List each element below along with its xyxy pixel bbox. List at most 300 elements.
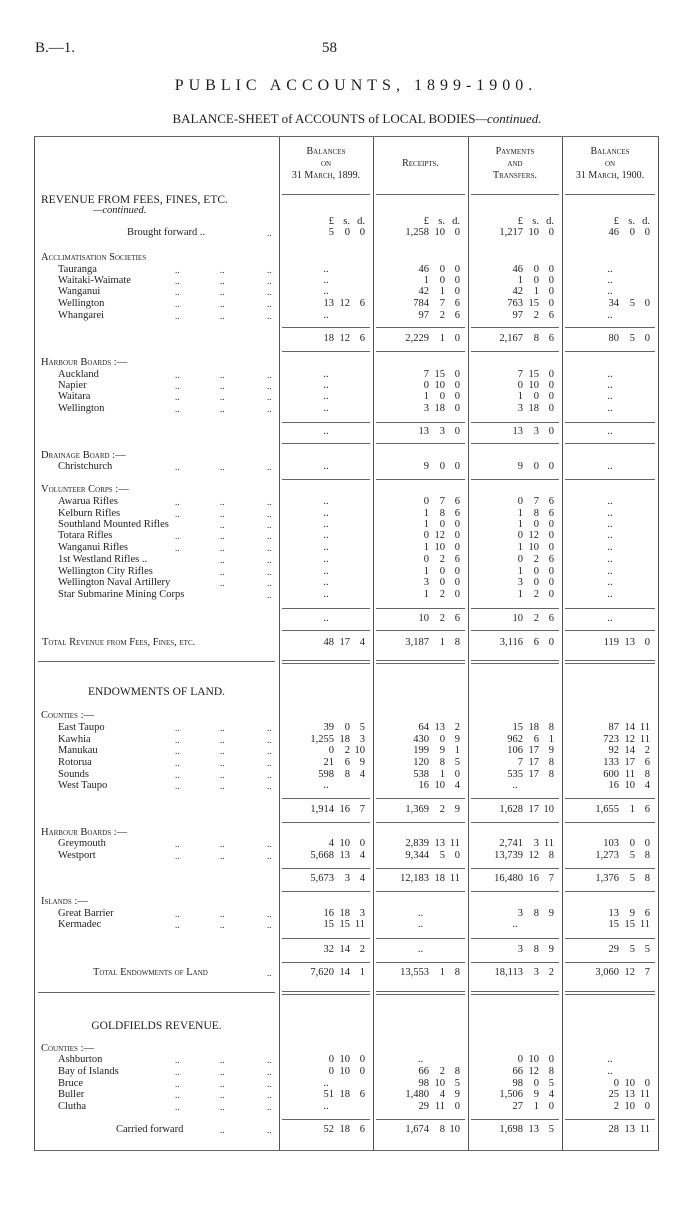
shillings-value: 2 [533,589,539,600]
shillings-value: 2 [439,804,445,815]
amount-cell [558,944,650,956]
pounds-value: 1 [423,519,429,530]
leader-dots: .. [175,839,180,849]
leader-dots: .. [220,1079,225,1089]
shillings-value: 10 [528,542,539,553]
shillings-value: 10 [434,780,445,791]
amount-cell: .. [417,908,424,919]
shillings-value: 15 [434,369,445,380]
pence-value: 0 [548,391,554,402]
leader-dots: .. [267,287,272,297]
leader-dots: .. [267,590,272,600]
column-header: on [604,158,616,169]
table-horizontal-rule [38,661,275,662]
shillings-value: 0 [439,566,445,577]
pounds-value: 1,369 [405,804,429,815]
table-horizontal-rule [34,1150,659,1151]
table-horizontal-rule [282,608,370,609]
shillings-value: 7 [533,496,539,507]
leader-dots: .. [220,1090,225,1100]
shillings-value: 14 [624,745,635,756]
amount-cell [558,637,650,649]
shillings-value: 15 [528,369,539,380]
amount-cell [558,838,650,850]
unit-shillings: s. [438,216,445,227]
shillings-value: 14 [339,944,350,955]
pounds-value: 1 [517,508,523,519]
pounds-value: 1,698 [499,1124,523,1135]
table-horizontal-rule [376,443,465,444]
shillings-value: 10 [339,838,350,849]
pence-value: 4 [359,769,365,780]
row-section2 [0,1020,700,1032]
amount-cell [273,1054,365,1066]
amount-cell [462,530,554,542]
row-label: Wanganui [58,286,101,297]
leader-dots: .. [175,265,180,275]
leader-dots: .. [267,1055,272,1065]
table-horizontal-rule [376,660,465,661]
leader-dots: .. [220,404,225,414]
shillings-value: 4 [439,1089,445,1100]
pounds-value: 13 [323,298,334,309]
shillings-value: 0 [629,838,635,849]
amount-cell [462,554,554,566]
section-heading: REVENUE FROM FEES, FINES, ETC. [41,194,228,206]
table-horizontal-rule [282,479,370,480]
pounds-value: 12,183 [400,873,429,884]
leader-dots: .. [220,531,225,541]
shillings-value: 3 [533,967,539,978]
shillings-value: 17 [528,757,539,768]
leader-dots: .. [267,311,272,321]
shillings-value: 13 [434,838,445,849]
amount-cell [368,286,460,298]
shillings-value: 1 [533,1101,539,1112]
row-sub [0,333,700,345]
pence-value: 5 [644,944,650,955]
pounds-value: 97 [418,310,429,321]
table-horizontal-rule [376,1119,465,1120]
row-label: Wellington [58,403,105,414]
pence-value: 6 [548,508,554,519]
shillings-value: 10 [528,380,539,391]
pence-value: 0 [644,298,650,309]
shillings-value: 0 [439,275,445,286]
leader-dots: .. [175,370,180,380]
table-horizontal-rule [471,351,559,352]
amount-cell [558,745,650,757]
leader-dots: .. [175,462,180,472]
amount-cell: .. [323,589,329,600]
pounds-value: 42 [418,286,429,297]
shillings-value: 10 [624,1078,635,1089]
leader-dots: .. [220,497,225,507]
table-horizontal-rule [565,327,655,328]
shillings-value: 0 [533,391,539,402]
table-horizontal-rule [565,630,655,631]
amount-cell [368,838,460,850]
pounds-value: 42 [512,286,523,297]
leader-dots: .. [267,567,272,577]
pounds-value: 3 [423,577,429,588]
pounds-value: 98 [512,1078,523,1089]
pounds-value: 1 [423,391,429,402]
pence-value: 9 [359,757,365,768]
pounds-value: 92 [608,745,619,756]
pence-value: 8 [644,850,650,861]
amount-cell [462,1089,554,1101]
shillings-value: 12 [528,850,539,861]
pence-value: 6 [454,613,460,624]
pence-value: 4 [454,780,460,791]
shillings-value: 15 [624,919,635,930]
amount-cell [462,850,554,862]
pounds-value: 119 [603,637,619,648]
leader-dots: .. [220,311,225,321]
pence-value: 11 [639,734,650,745]
pounds-value: 9 [423,461,429,472]
pounds-value: 34 [608,298,619,309]
pounds-value: 13 [418,426,429,437]
leader-dots: .. [175,392,180,402]
shillings-value: 0 [533,275,539,286]
shillings-value: 14 [624,722,635,733]
pence-value: 11 [449,873,460,884]
pence-value: 0 [454,264,460,275]
leader-dots: .. [175,1079,180,1089]
shillings-value: 2 [439,1066,445,1077]
table-row [0,496,700,508]
amount-cell [368,757,460,769]
table-horizontal-rule [282,994,370,995]
table-title [0,111,700,127]
table-horizontal-rule [282,868,370,869]
brought-forward-label: Brought forward .. [127,227,206,238]
pounds-value: 18,113 [494,967,523,978]
leader-dots: .. [220,920,225,930]
leader-dots: .. [267,1102,272,1112]
table-horizontal-rule [376,822,465,823]
table-horizontal-rule [282,798,370,799]
leader-dots: .. [175,1102,180,1112]
unit-pounds: £ [517,216,523,227]
pence-value: 0 [548,530,554,541]
pounds-value: 46 [418,264,429,275]
shillings-value: 10 [528,1054,539,1065]
shillings-value: 11 [624,769,635,780]
row-label: Waitaki-Waimate [58,275,131,286]
table-row [0,1054,700,1066]
amount-cell [273,722,365,734]
pounds-value: 3 [517,944,523,955]
row-sub [0,426,700,438]
table-horizontal-rule [471,608,559,609]
row-label: Wellington [58,298,105,309]
pence-value: 0 [359,1066,365,1077]
pence-value: 0 [548,1054,554,1065]
amount-cell: .. [323,613,329,624]
column-header: Payments [495,146,535,157]
leader-dots: .. [220,567,225,577]
shillings-value: 13 [624,637,635,648]
pounds-value: 0 [328,745,334,756]
table-row [0,577,700,589]
shillings-value: 12 [528,1066,539,1077]
amount-cell [368,530,460,542]
shillings-value: 2 [439,613,445,624]
pence-value: 7 [644,967,650,978]
amount-cell: .. [607,566,613,577]
pounds-value: 15 [608,919,619,930]
leader-dots: .. [267,265,272,275]
leader-dots: .. [220,370,225,380]
amount-cell: .. [607,1066,613,1077]
section-heading: GOLDFIELDS REVENUE. [91,1020,222,1032]
row-bf [0,227,700,239]
pence-value: 0 [454,275,460,286]
row-sub [0,804,700,816]
amount-cell: .. [323,780,329,791]
table-horizontal-rule [565,822,655,823]
leader-dots: .. [267,520,272,530]
table-row [0,850,700,862]
shillings-value: 10 [339,1054,350,1065]
row-head [0,896,700,908]
amount-cell: .. [323,577,329,588]
shillings-value: 9 [533,1089,539,1100]
table-title-text: BALANCE-SHEET of ACCOUNTS of LOCAL BODIES [172,111,476,126]
pounds-value: 1 [517,391,523,402]
pounds-value: 3 [517,577,523,588]
pounds-value: 46 [512,264,523,275]
shillings-value: 2 [533,554,539,565]
amount-cell: .. [323,496,329,507]
pounds-value: 1 [517,542,523,553]
amount-cell: .. [607,286,613,297]
pounds-value: 0 [517,554,523,565]
table-horizontal-rule [565,891,655,892]
unit-shillings: s. [343,216,350,227]
pounds-value: 3 [517,908,523,919]
pounds-value: 0 [517,1054,523,1065]
shillings-value: 10 [624,780,635,791]
amount-cell [558,1089,650,1101]
pounds-value: 9 [517,461,523,472]
pence-value: 0 [454,333,460,344]
amount-cell: .. [417,1054,424,1065]
amount-cell: .. [512,919,518,930]
amount-cell: .. [323,1078,329,1089]
pounds-value: 9,344 [405,850,429,861]
pounds-value: 2,229 [405,333,429,344]
leader-dots: .. [175,909,180,919]
amount-cell [558,919,650,931]
leader-dots: .. [175,509,180,519]
shillings-value: 1 [533,286,539,297]
pounds-value: 7 [423,369,429,380]
shillings-value: 17 [528,769,539,780]
pence-value: 6 [548,613,554,624]
row-label: Greymouth [58,838,106,849]
pounds-value: 0 [423,554,429,565]
pounds-value: 0 [328,1054,334,1065]
amount-cell [462,1054,554,1066]
amount-cell [462,496,554,508]
shillings-value: 18 [339,734,350,745]
pence-value: 2 [359,944,365,955]
shillings-value: 0 [344,227,350,238]
row-label: Bay of Islands [58,1066,119,1077]
table-horizontal-rule [34,136,659,137]
section-heading-continued: —continued. [93,205,147,216]
pounds-value: 46 [608,227,619,238]
shillings-value: 5 [629,873,635,884]
pounds-value: 763 [507,298,523,309]
pounds-value: 1 [517,519,523,530]
pence-value: 8 [548,1066,554,1077]
leader-dots: .. [220,758,225,768]
amount-cell [273,967,365,979]
leader-dots: .. [220,392,225,402]
amount-cell [273,227,365,239]
shillings-value: 15 [528,298,539,309]
pence-value: 0 [548,369,554,380]
pence-value: 8 [548,722,554,733]
amount-cell: .. [607,519,613,530]
amount-cell [368,850,460,862]
table-horizontal-rule [565,991,655,992]
shillings-value: 1 [629,804,635,815]
shillings-value: 5 [629,944,635,955]
table-horizontal-rule [376,630,465,631]
pence-value: 6 [454,508,460,519]
leader-dots: .. [220,462,225,472]
leader-dots: .. [267,735,272,745]
leader-dots: .. [267,462,272,472]
row-label: Waitara [58,391,91,402]
amount-cell [368,426,460,438]
row-sub [0,873,700,885]
leader-dots: .. [267,509,272,519]
pence-value: 0 [359,838,365,849]
total-label: Total Revenue from Fees, Fines, etc. [42,637,196,648]
shillings-value: 5 [629,333,635,344]
shillings-value: 1 [439,637,445,648]
pence-value: 0 [644,838,650,849]
pence-value: 1 [454,745,460,756]
leader-dots: .. [267,851,272,861]
column-header: 31 March, 1899. [291,170,361,181]
pence-value: 6 [644,804,650,815]
table-row [0,745,700,757]
pounds-value: 0 [613,1078,619,1089]
pounds-value: 5,668 [310,850,334,861]
amount-cell [368,461,460,473]
shillings-value: 8 [439,508,445,519]
amount-cell [462,589,554,601]
amount-cell [368,1066,460,1078]
shillings-value: 2 [439,589,445,600]
pounds-value: 13 [512,426,523,437]
row-head [0,484,700,496]
leader-dots: .. [267,758,272,768]
pence-value: 0 [454,542,460,553]
amount-cell: .. [323,426,329,437]
unit-pounds: £ [613,216,619,227]
amount-cell [462,391,554,403]
table-row [0,530,700,542]
pounds-value: 5 [328,227,334,238]
pence-value: 6 [454,496,460,507]
amount-cell [558,1101,650,1113]
shillings-value: 6 [533,734,539,745]
shillings-value: 0 [439,577,445,588]
pence-value: 6 [548,496,554,507]
amount-cell [368,391,460,403]
amount-cell [273,637,365,649]
pence-value: 0 [454,566,460,577]
group-heading: Acclimatisation Societies [41,252,147,263]
amount-cell [273,1066,365,1078]
shillings-value: 10 [624,1101,635,1112]
pence-value: 9 [454,734,460,745]
pence-value: 0 [548,637,554,648]
page-title: PUBLIC ACCOUNTS, 1899-1900. [174,77,538,94]
row-label: Westport [58,850,96,861]
leader-dots: .. [220,276,225,286]
page-number: 58 [322,40,337,56]
column-header: on [320,158,332,169]
shillings-value: 2 [533,310,539,321]
table-horizontal-rule [565,798,655,799]
pounds-value: 5,673 [310,873,334,884]
shillings-value: 0 [533,461,539,472]
amount-cell: .. [607,613,613,624]
pence-value: 0 [454,1101,460,1112]
leader-dots: .. [220,781,225,791]
amount-cell [462,310,554,322]
pounds-value: 1 [423,566,429,577]
amount-cell: .. [607,577,613,588]
row-sub [0,613,700,625]
table-horizontal-rule [471,663,559,664]
shillings-value: 15 [339,919,350,930]
shillings-value: 3 [439,426,445,437]
row-label: Buller [58,1089,85,1100]
amount-cell: .. [323,519,329,530]
group-heading: Counties :— [41,1043,94,1054]
pence-value: 6 [548,333,554,344]
row-label: Sounds [58,769,89,780]
leader-dots: .. [267,370,272,380]
pence-value: 0 [454,461,460,472]
amount-cell: .. [323,310,329,321]
leader-dots: .. [220,1067,225,1077]
shillings-value: 18 [528,403,539,414]
table-row [0,542,700,554]
table-horizontal-rule [376,608,465,609]
unit-pence: d. [642,216,650,227]
shillings-value: 13 [624,1124,635,1135]
pounds-value: 1 [517,566,523,577]
amount-cell [462,804,554,816]
table-row [0,461,700,473]
pounds-value: 7 [517,369,523,380]
table-horizontal-rule [376,422,465,423]
table-horizontal-rule [282,327,370,328]
amount-cell [558,780,650,792]
